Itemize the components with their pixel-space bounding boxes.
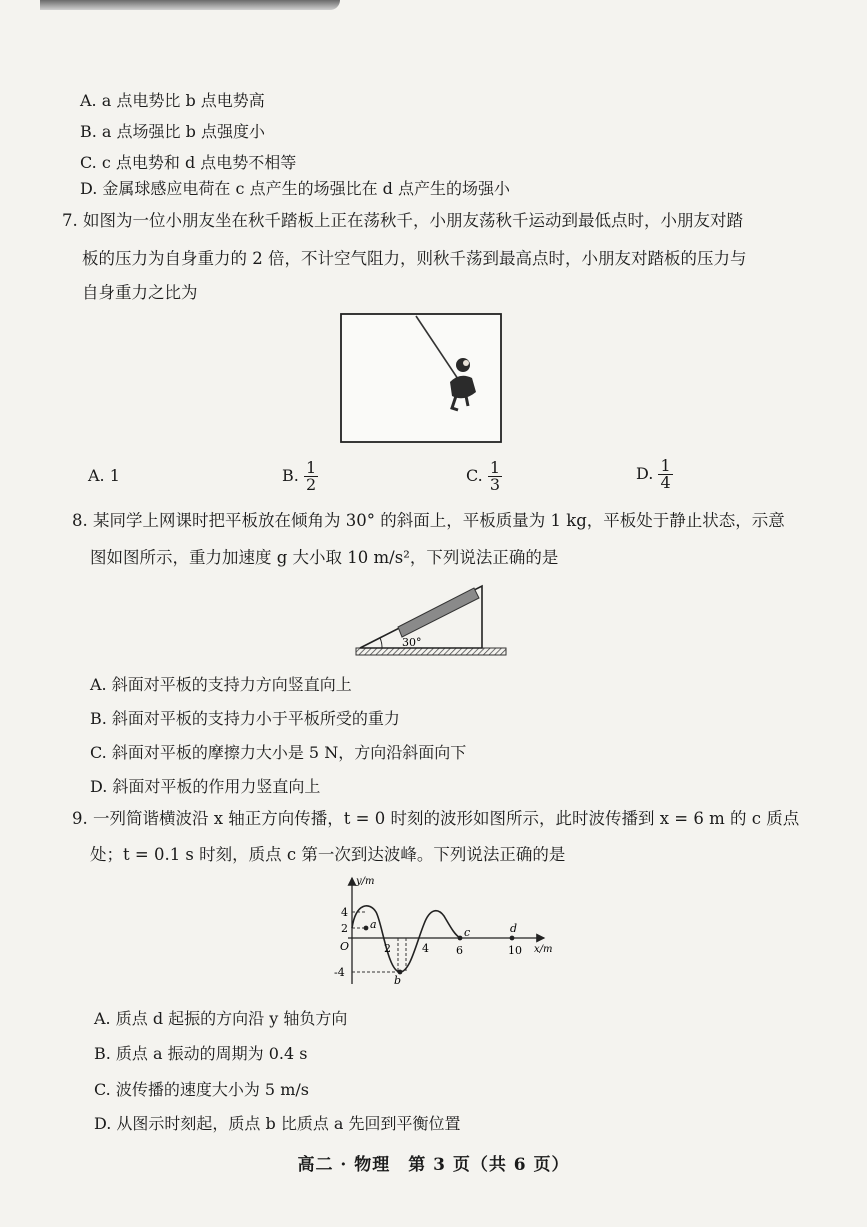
q9-option-d: D. 从图示时刻起，质点 b 比质点 a 先回到平衡位置 xyxy=(94,1114,461,1133)
q8-stem-line-2: 图如图所示，重力加速度 g 大小取 10 m/s²，下列说法正确的是 xyxy=(90,548,559,567)
q7-stem-line-1: 7. 如图为一位小朋友坐在秋千踏板上正在荡秋千，小朋友荡秋千运动到最低点时，小朋友对踏 xyxy=(62,211,743,230)
q6-option-a: A. a 点电势比 b 点电势高 xyxy=(80,91,265,110)
q9-option-a: A. 质点 d 起振的方向沿 y 轴负方向 xyxy=(94,1009,348,1028)
q8-option-d: D. 斜面对平板的作用力竖直向上 xyxy=(90,777,321,796)
q7-stem-line-2: 板的压力为自身重力的 2 倍，不计空气阻力，则秋千荡到最高点时，小朋友对踏板的压力与 xyxy=(82,249,747,268)
q7-option-a: A. 1 xyxy=(88,466,120,485)
q7-stem-line-3: 自身重力之比为 xyxy=(82,283,198,302)
swing-figure xyxy=(338,310,504,446)
q7-option-d: D. $\frac{1}{4}$ xyxy=(636,456,671,492)
q8-option-c: C. 斜面对平板的摩擦力大小是 5 N，方向沿斜面向下 xyxy=(90,743,467,762)
q9-option-b: B. 质点 a 振动的周期为 0.4 s xyxy=(94,1044,308,1063)
y-axis-label: y/m xyxy=(356,876,375,887)
q6-option-c: C. c 点电势和 d 点电势不相等 xyxy=(80,153,297,172)
point-b-label: b xyxy=(394,974,402,987)
y-tick-2: 2 xyxy=(341,922,348,935)
q7-option-b: B. $\frac{1}{2}$ xyxy=(282,458,317,494)
wave-graph xyxy=(330,872,560,990)
x-axis-label: x/m xyxy=(534,944,553,955)
q7-option-c: C. $\frac{1}{3}$ xyxy=(466,458,501,494)
q8-stem-line-1: 8. 某同学上网课时把平板放在倾角为 30° 的斜面上，平板质量为 1 kg，平板处于静止状态，示意 xyxy=(72,511,785,530)
point-d-label: d xyxy=(510,922,518,935)
q6-option-d: D. 金属球感应电荷在 c 点产生的场强比在 d 点产生的场强小 xyxy=(80,179,510,198)
q6-option-b: B. a 点场强比 b 点强度小 xyxy=(80,122,265,141)
scan-shadow xyxy=(40,0,340,10)
q9-stem-line-2: 处；t = 0.1 s 时刻，质点 c 第一次到达波峰。下列说法正确的是 xyxy=(90,845,566,864)
y-tick-neg4: -4 xyxy=(334,966,345,979)
point-c-label: c xyxy=(464,926,471,939)
angle-label: 30° xyxy=(402,636,422,649)
q8-option-b: B. 斜面对平板的支持力小于平板所受的重力 xyxy=(90,709,400,728)
y-tick-4: 4 xyxy=(341,906,348,919)
point-a-label: a xyxy=(370,918,377,931)
x-tick-6: 6 xyxy=(456,944,463,957)
q9-option-c: C. 波传播的速度大小为 5 m/s xyxy=(94,1080,309,1099)
page-footer: 高二 · 物理 第 3 页（共 6 页） xyxy=(297,1155,570,1175)
origin-label: O xyxy=(340,940,350,953)
x-tick-2: 2 xyxy=(384,942,391,955)
x-tick-10: 10 xyxy=(508,944,522,957)
q8-option-a: A. 斜面对平板的支持力方向竖直向上 xyxy=(90,675,352,694)
incline-figure xyxy=(354,580,510,662)
x-tick-4: 4 xyxy=(422,942,429,955)
q9-stem-line-1: 9. 一列简谐横波沿 x 轴正方向传播，t = 0 时刻的波形如图所示，此时波传播到 x = 6 m 的 c 质点 xyxy=(72,809,800,828)
